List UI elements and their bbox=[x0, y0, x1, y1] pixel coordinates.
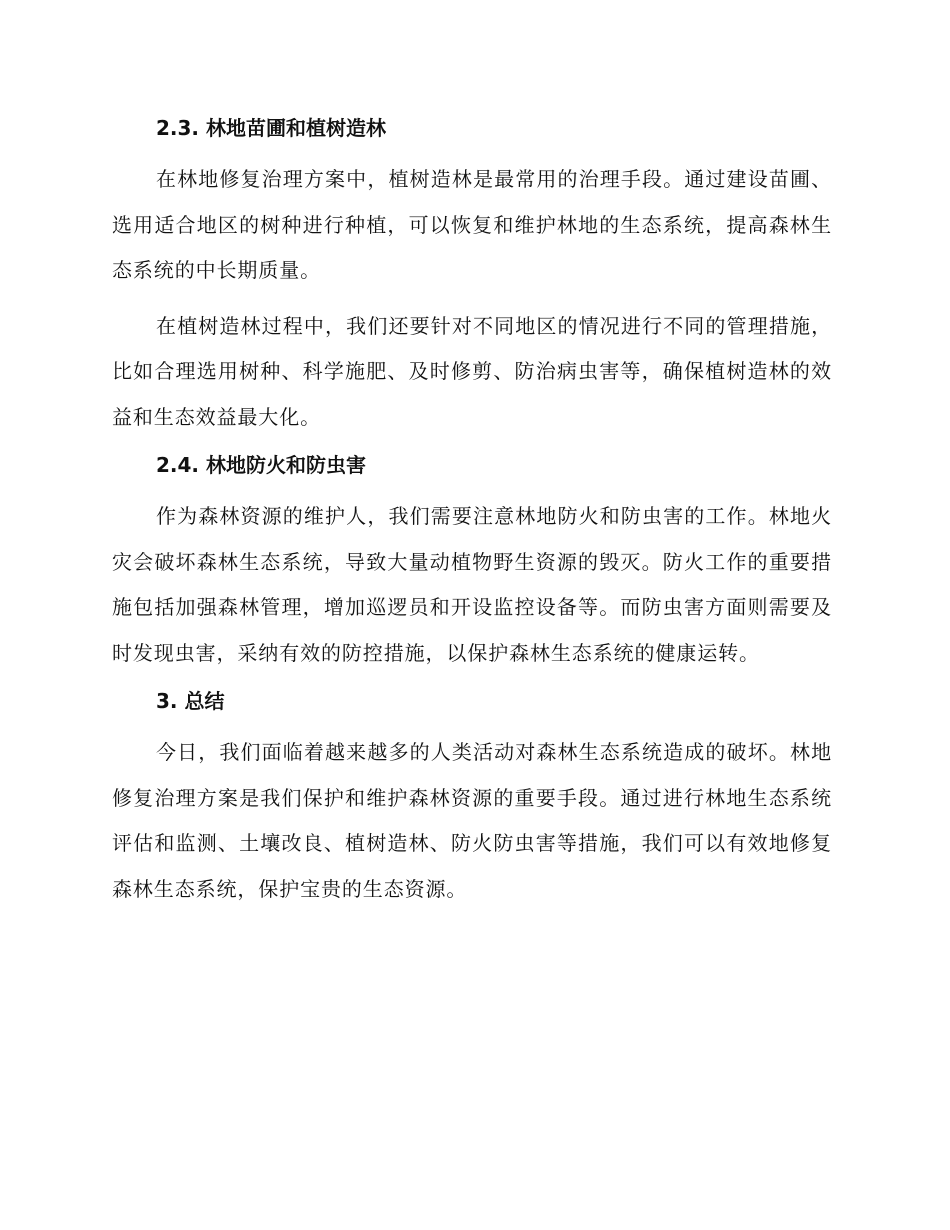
section-heading-2-3: 2.3. 林地苗圃和植树造林 bbox=[156, 116, 386, 140]
paragraph: 作为森林资源的维护人，我们需要注意林地防火和防虫害的工作。林地火灾会破坏森林生态系统，导致大量动植物野生资源的毁灭。防火工作的重要措施包括加强森林管理，增加巡逻员和开设监控设备等。而防虫害方面则需要及时发现虫害，采纳有效的防控措施，以保护森林生态系统的健康运转。 bbox=[112, 504, 832, 665]
paragraph: 在林地修复治理方案中，植树造林是最常用的治理手段。通过建设苗圃、选用适合地区的树种进行种植，可以恢复和维护林地的生态系统，提高森林生态系统的中长期质量。 bbox=[112, 167, 832, 282]
paragraph: 在植树造林过程中，我们还要针对不同地区的情况进行不同的管理措施，比如合理选用树种、科学施肥、及时修剪、防治病虫害等，确保植树造林的效益和生态效益最大化。 bbox=[112, 313, 832, 429]
section-heading-2-4: 2.4. 林地防火和防虫害 bbox=[156, 453, 366, 477]
paragraph: 今日，我们面临着越来越多的人类活动对森林生态系统造成的破坏。林地修复治理方案是我们保护和维护森林资源的重要手段。通过进行林地生态系统评估和监测、土壤改良、植树造林、防火防虫害等措施，我们可以有效地修复森林生态系统，保护宝贵的生态资源。 bbox=[112, 740, 832, 901]
section-heading-3: 3. 总结 bbox=[156, 689, 225, 713]
document-body bbox=[112, 113, 832, 922]
